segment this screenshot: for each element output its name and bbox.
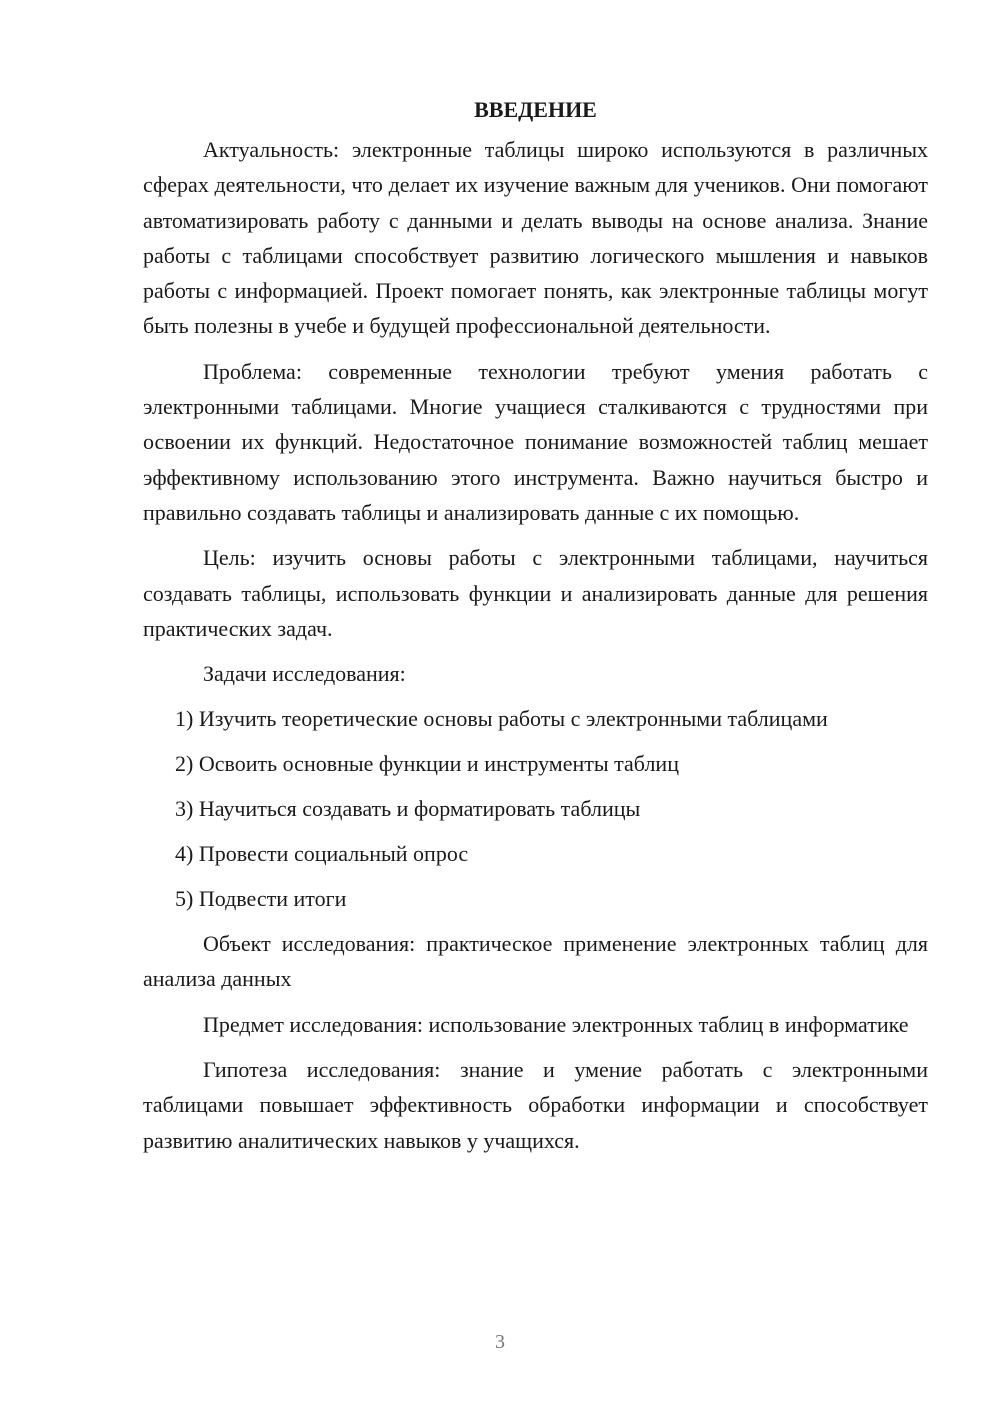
list-item: 5) Подвести итоги (175, 886, 347, 912)
list-item: 1) Изучить теоретические основы работы с электронными таблицами (175, 706, 828, 732)
list-item: 3) Научиться создавать и форматировать таблицы (175, 796, 641, 822)
document-title: ВВЕДЕНИЕ (474, 97, 597, 122)
paragraph-problem: Проблема: современные технологии требуют умения работать с электронными таблицами. Многие учащиеся сталкиваются с трудностями при освоении их функций. Недостаточное понимание возможностей таблиц мешает эффективному использованию этого инструмента. Важно научиться быстро и правильно создавать таблицы и анализировать данные с их помощью. (143, 358, 928, 525)
paragraph-hypothesis: Гипотеза исследования: знание и умение работать с электронными таблицами повышает эффективность обработки информации и способствует развитию аналитических навыков у учащихся. (143, 1057, 928, 1153)
tasks-heading: Задачи исследования: (203, 661, 406, 687)
document-page (143, 88, 928, 1168)
paragraph-object: Объект исследования: практическое применение электронных таблиц для анализа данных (143, 931, 928, 992)
list-item: 2) Освоить основные функции и инструменты таблиц (175, 751, 679, 777)
tasks-list (143, 701, 928, 916)
page-number: 3 (495, 1331, 505, 1353)
paragraph-relevance: Актуальность: электронные таблицы широко используются в различных сферах деятельности, что делает их изучение важным для учеников. Они помогают автоматизировать работу с данными и делать выводы на основе анализа. Знание работы с таблицами способствует развитию логического мышления и навыков работы с информацией. Проект помогает понять, как электронные таблицы могут быть полезны в учебе и будущей профессиональной деятельности. (143, 137, 928, 339)
paragraph-goal: Цель: изучить основы работы с электронными таблицами, научиться создавать таблицы, использовать функции и анализировать данные для решения практических задач. (143, 545, 928, 641)
list-item: 4) Провести социальный опрос (175, 841, 469, 867)
paragraph-subject: Предмет исследования: использование электронных таблиц в информатике (203, 1011, 909, 1037)
